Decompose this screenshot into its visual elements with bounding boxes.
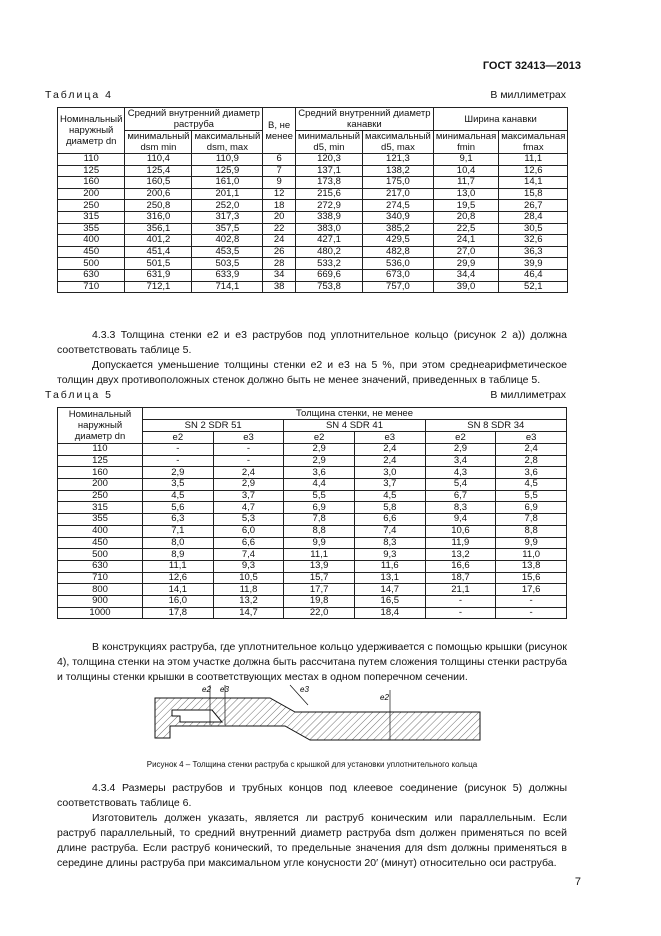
table-cell: 7,4 <box>354 525 425 537</box>
t5-h-e3: e3 <box>213 432 284 444</box>
table-cell: 36,3 <box>499 246 568 258</box>
table-cell: 630 <box>58 269 125 281</box>
table-cell: 338,9 <box>295 211 362 223</box>
table-row <box>58 246 568 258</box>
table-cell: 5,5 <box>284 490 355 502</box>
t5-h-e3: e3 <box>354 432 425 444</box>
table-cell: - <box>213 455 284 467</box>
table-cell: 19,5 <box>433 200 498 212</box>
table-cell: 22,0 <box>284 607 355 619</box>
table-cell: - <box>425 607 496 619</box>
table-cell: 14,7 <box>354 584 425 596</box>
table-cell: 110 <box>58 154 125 166</box>
table-cell: 710 <box>58 572 143 584</box>
table-cell: 138,2 <box>363 165 434 177</box>
table-cell: 39,0 <box>433 281 498 293</box>
table-4 <box>57 107 568 293</box>
table-cell: 6,9 <box>284 502 355 514</box>
table-cell: 800 <box>58 584 143 596</box>
table-cell: 18,4 <box>354 607 425 619</box>
table-row <box>58 502 567 514</box>
table-cell: 12,6 <box>143 572 214 584</box>
table-row <box>58 455 567 467</box>
table-cell: 250,8 <box>125 200 192 212</box>
table-cell: 673,0 <box>363 269 434 281</box>
section-4-3-3 <box>57 328 567 388</box>
table-cell: 14,7 <box>213 607 284 619</box>
table-cell: - <box>143 455 214 467</box>
table-cell: 757,0 <box>363 281 434 293</box>
table-cell: 125,9 <box>192 165 263 177</box>
table-cell: 355 <box>58 223 125 235</box>
table-row <box>58 269 568 281</box>
table-cell: 4,5 <box>354 490 425 502</box>
t5-h-thickness: Толщина стенки, не менее <box>143 408 567 420</box>
table4-body <box>58 154 568 293</box>
t4-h-dsm-min: минимальный dsm min <box>125 131 192 154</box>
table-row <box>58 154 568 166</box>
table-cell: 110,9 <box>192 154 263 166</box>
table-cell: 8,3 <box>425 502 496 514</box>
table-row <box>58 444 567 456</box>
table-row <box>58 584 567 596</box>
table5-body <box>58 444 567 619</box>
table-cell: 20,8 <box>433 211 498 223</box>
table-cell: 402,8 <box>192 235 263 247</box>
table-row <box>58 537 567 549</box>
table-cell: 46,4 <box>499 269 568 281</box>
table-cell: 2,9 <box>213 479 284 491</box>
table-cell: 160,5 <box>125 177 192 189</box>
table-cell: 217,0 <box>363 188 434 200</box>
table-cell: 21,1 <box>425 584 496 596</box>
table-cell: 714,1 <box>192 281 263 293</box>
table-cell: 16,6 <box>425 560 496 572</box>
table-cell: 536,0 <box>363 258 434 270</box>
table-cell: 2,8 <box>496 455 567 467</box>
table-cell: 11,6 <box>354 560 425 572</box>
table-cell: 201,1 <box>192 188 263 200</box>
table-cell: 17,8 <box>143 607 214 619</box>
table-cell: 4,5 <box>496 479 567 491</box>
table-row <box>58 165 568 177</box>
table-cell: 631,9 <box>125 269 192 281</box>
table-cell: 17,7 <box>284 584 355 596</box>
figure-4-caption: Рисунок 4 – Толщина стенки раструба с крышкой для установки уплотнительного кольца <box>146 760 478 769</box>
table-cell: 11,0 <box>496 549 567 561</box>
table-cell: 8,0 <box>143 537 214 549</box>
table-cell: 252,0 <box>192 200 263 212</box>
table-cell: 429,5 <box>363 235 434 247</box>
table-cell: 11,1 <box>143 560 214 572</box>
table-cell: 200,6 <box>125 188 192 200</box>
table-cell: 15,6 <box>496 572 567 584</box>
table-cell: 22,5 <box>433 223 498 235</box>
table-row <box>58 479 567 491</box>
table-cell: 3,5 <box>143 479 214 491</box>
table-cell: 900 <box>58 595 143 607</box>
table-cell: 4,7 <box>213 502 284 514</box>
table-cell: 4,4 <box>284 479 355 491</box>
t4-h-d5: Средний внутренний диаметр канавки <box>295 108 433 131</box>
label-e2: e2 <box>202 685 211 694</box>
table-cell: 13,9 <box>284 560 355 572</box>
table-cell: 401,2 <box>125 235 192 247</box>
t4-h-d5-max: максимальный d5, max <box>363 131 434 154</box>
table-cell: 669,6 <box>295 269 362 281</box>
table-cell: 15,8 <box>499 188 568 200</box>
table-cell: 11,8 <box>213 584 284 596</box>
table-cell: 8,9 <box>143 549 214 561</box>
table-cell: 250 <box>58 490 143 502</box>
table-cell: 175,0 <box>363 177 434 189</box>
table-cell: 453,5 <box>192 246 263 258</box>
t5-h-sn8: SN 8 SDR 34 <box>425 420 566 432</box>
page-number: 7 <box>574 876 581 888</box>
section-4-3-4 <box>57 781 567 871</box>
table-cell: 2,4 <box>213 467 284 479</box>
table-row <box>58 549 567 561</box>
table-cell: 24,1 <box>433 235 498 247</box>
table-cell: 3,6 <box>496 467 567 479</box>
table-cell: 125 <box>58 455 143 467</box>
table-cell: 3,7 <box>213 490 284 502</box>
table-cell: 400 <box>58 235 125 247</box>
t5-h-e2: e2 <box>425 432 496 444</box>
table-cell: 26 <box>263 246 296 258</box>
table-cell: 13,0 <box>433 188 498 200</box>
table-cell: 450 <box>58 537 143 549</box>
table-cell: 26,7 <box>499 200 568 212</box>
table-cell: 9,3 <box>213 560 284 572</box>
table-cell: 9 <box>263 177 296 189</box>
t4-h-fmin: минимальная fmin <box>433 131 498 154</box>
table-cell: 52,1 <box>499 281 568 293</box>
table-cell: 450 <box>58 246 125 258</box>
table-cell: 8,8 <box>284 525 355 537</box>
table-cell: 5,4 <box>425 479 496 491</box>
table-cell: 160 <box>58 467 143 479</box>
table5-units: В миллиметрах <box>490 389 566 401</box>
table-cell: 317,3 <box>192 211 263 223</box>
t4-h-b: B, не менее <box>263 108 296 154</box>
table-cell: 10,5 <box>213 572 284 584</box>
paragraph-manufacturer: Изготовитель должен указать, является ли раструб коническим или параллельным. Если раструб параллельный, то средний внутренний диаметр раструба dsm должен применяться по всей длине раструба. Если раструб конический, то предельные значения для dsm должны применяться в середине длины раструба при максимальном угле конусности 20′ (минут) относительно оси раструба. <box>57 812 567 869</box>
table-cell: 7,8 <box>284 514 355 526</box>
table-cell: 357,5 <box>192 223 263 235</box>
table-cell: 480,2 <box>295 246 362 258</box>
table-cell: 6 <box>263 154 296 166</box>
table-cell: 355 <box>58 514 143 526</box>
table-cell: 12,6 <box>499 165 568 177</box>
table-cell: 2,9 <box>425 444 496 456</box>
table-cell: 8,8 <box>496 525 567 537</box>
table-cell: 30,5 <box>499 223 568 235</box>
table-5 <box>57 407 567 619</box>
table-cell: 4,3 <box>425 467 496 479</box>
table-cell: 13,2 <box>425 549 496 561</box>
table-cell: 2,4 <box>496 444 567 456</box>
table-row <box>58 177 568 189</box>
table-row <box>58 200 568 212</box>
table-cell: 8,3 <box>354 537 425 549</box>
table-cell: 9,9 <box>284 537 355 549</box>
table-cell: 19,8 <box>284 595 355 607</box>
standard-number: ГОСТ 32413—2013 <box>482 60 581 72</box>
table-cell: 5,8 <box>354 502 425 514</box>
table-cell: 125,4 <box>125 165 192 177</box>
table-cell: 7,8 <box>496 514 567 526</box>
table-cell: 20 <box>263 211 296 223</box>
paragraph-4-3-4: 4.3.4 Размеры раструбов и трубных концов под клеевое соединение (рисунок 5) должны соответствовать таблице 6. <box>57 782 567 809</box>
table-cell: 274,5 <box>363 200 434 212</box>
t5-h-sn4: SN 4 SDR 41 <box>284 420 425 432</box>
table-cell: 34,4 <box>433 269 498 281</box>
table4-units: В миллиметрах <box>490 89 566 101</box>
table-cell: 13,8 <box>496 560 567 572</box>
table-cell: 27,0 <box>433 246 498 258</box>
t4-h-dsm: Средний внутренний диаметр раструба <box>125 108 263 131</box>
table-cell: 501,5 <box>125 258 192 270</box>
paragraph-cap-construction: В конструкциях раструба, где уплотнительное кольцо удерживается с помощью крышки (рисунок 4), толщина стенки на этом участке должна быть рассчитана путем сложения толщины стенки раструба и толщины стенки крышки в соответствующих местах в одном поперечном сечении. <box>57 641 567 683</box>
table-cell: 356,1 <box>125 223 192 235</box>
table-cell: 3,4 <box>425 455 496 467</box>
table-cell: 121,3 <box>363 154 434 166</box>
table-cell: 173,8 <box>295 177 362 189</box>
figure-4-drawing <box>150 680 490 760</box>
table-cell: 9,4 <box>425 514 496 526</box>
table-cell: 18 <box>263 200 296 212</box>
table-cell: 200 <box>58 479 143 491</box>
table-cell: 2,9 <box>284 444 355 456</box>
label-e3-right: e3 <box>300 685 309 694</box>
table-cell: - <box>213 444 284 456</box>
table-cell: 6,3 <box>143 514 214 526</box>
table-cell: 710 <box>58 281 125 293</box>
t4-h-fmax: максимальная fmax <box>499 131 568 154</box>
table-cell: 16,0 <box>143 595 214 607</box>
table-cell: 5,3 <box>213 514 284 526</box>
t5-h-e2: e2 <box>143 432 214 444</box>
table-row <box>58 490 567 502</box>
table-row <box>58 188 568 200</box>
table-cell: 2,9 <box>143 467 214 479</box>
table-cell: 503,5 <box>192 258 263 270</box>
table-cell: - <box>143 444 214 456</box>
table-cell: 39,9 <box>499 258 568 270</box>
table-cell: 712,1 <box>125 281 192 293</box>
table-cell: - <box>496 595 567 607</box>
table-cell: 7,1 <box>143 525 214 537</box>
table-cell: 28,4 <box>499 211 568 223</box>
t4-h-dn: Номинальный наружный диаметр dn <box>58 108 125 154</box>
table-cell: 11,1 <box>284 549 355 561</box>
table-cell: 630 <box>58 560 143 572</box>
table-cell: 110,4 <box>125 154 192 166</box>
table-row <box>58 525 567 537</box>
label-e2-right: e2 <box>380 693 389 702</box>
table-cell: 533,2 <box>295 258 362 270</box>
table-cell: 13,2 <box>213 595 284 607</box>
table-cell: 24 <box>263 235 296 247</box>
table-cell: 6,6 <box>354 514 425 526</box>
table-cell: 272,9 <box>295 200 362 212</box>
table-cell: 14,1 <box>499 177 568 189</box>
section-cap-construction <box>57 640 567 685</box>
t5-h-dn: Номинальный наружный диаметр dn <box>58 408 143 444</box>
table-row <box>58 467 567 479</box>
table-cell: 12 <box>263 188 296 200</box>
paragraph-4-3-3: 4.3.3 Толщина стенки e2 и e3 раструбов под уплотнительное кольцо (рисунок 2 а)) должна соответствовать таблице 5. <box>57 329 567 356</box>
table-cell: 13,1 <box>354 572 425 584</box>
table-cell: 6,0 <box>213 525 284 537</box>
table-cell: 6,9 <box>496 502 567 514</box>
table-cell: 5,6 <box>143 502 214 514</box>
table-row <box>58 223 568 235</box>
table-cell: 14,1 <box>143 584 214 596</box>
table-cell: 482,8 <box>363 246 434 258</box>
table-row <box>58 211 568 223</box>
table-cell: 16,5 <box>354 595 425 607</box>
table-cell: 4,5 <box>143 490 214 502</box>
table-cell: 6,7 <box>425 490 496 502</box>
table-cell: 215,6 <box>295 188 362 200</box>
table-cell: 5,5 <box>496 490 567 502</box>
table-cell: 340,9 <box>363 211 434 223</box>
table-cell: 1000 <box>58 607 143 619</box>
table-cell: 29,9 <box>433 258 498 270</box>
table-cell: 633,9 <box>192 269 263 281</box>
table-cell: 3,7 <box>354 479 425 491</box>
table-cell: 427,1 <box>295 235 362 247</box>
table-row <box>58 235 568 247</box>
table-cell: 32,6 <box>499 235 568 247</box>
table-cell: 315 <box>58 211 125 223</box>
table-row <box>58 595 567 607</box>
table-cell: 9,1 <box>433 154 498 166</box>
table-cell: 200 <box>58 188 125 200</box>
t5-h-e3: e3 <box>496 432 567 444</box>
table-cell: 753,8 <box>295 281 362 293</box>
table-cell: 120,3 <box>295 154 362 166</box>
table4-title: Таблица 4 <box>45 89 113 101</box>
table-row <box>58 560 567 572</box>
table-cell: 110 <box>58 444 143 456</box>
table-cell: 2,4 <box>354 455 425 467</box>
table-cell: 28 <box>263 258 296 270</box>
table-cell: 7 <box>263 165 296 177</box>
table-cell: 2,9 <box>284 455 355 467</box>
table-cell: 383,0 <box>295 223 362 235</box>
table-cell: 125 <box>58 165 125 177</box>
table-cell: 315 <box>58 502 143 514</box>
table-cell: 11,7 <box>433 177 498 189</box>
t5-h-e2: e2 <box>284 432 355 444</box>
table-row <box>58 514 567 526</box>
table-cell: 137,1 <box>295 165 362 177</box>
table-cell: 9,3 <box>354 549 425 561</box>
table-cell: 34 <box>263 269 296 281</box>
table-cell: 250 <box>58 200 125 212</box>
table-cell: 500 <box>58 258 125 270</box>
t4-h-dsm-max: максимальный dsm, max <box>192 131 263 154</box>
table-cell: 400 <box>58 525 143 537</box>
table-cell: 160 <box>58 177 125 189</box>
table-cell: 2,4 <box>354 444 425 456</box>
paragraph-thickness-reduction: Допускается уменьшение толщины стенки e2 и e3 на 5 %, при этом среднеарифметическое толщин двух противоположных стенок должно быть не менее значений, приведенных в таблице 5. <box>57 359 567 386</box>
table-cell: 9,9 <box>496 537 567 549</box>
table-cell: 500 <box>58 549 143 561</box>
label-e3: e3 <box>220 685 229 694</box>
t5-h-sn2: SN 2 SDR 51 <box>143 420 284 432</box>
table-cell: 22 <box>263 223 296 235</box>
table-row <box>58 607 567 619</box>
table-cell: - <box>425 595 496 607</box>
table-cell: 38 <box>263 281 296 293</box>
table-cell: 10,4 <box>433 165 498 177</box>
table5-title: Таблица 5 <box>45 389 113 401</box>
table-cell: 316,0 <box>125 211 192 223</box>
table-cell: 11,9 <box>425 537 496 549</box>
table-cell: 11,1 <box>499 154 568 166</box>
table-cell: 3,6 <box>284 467 355 479</box>
table-cell: 451,4 <box>125 246 192 258</box>
table-cell: 18,7 <box>425 572 496 584</box>
table-cell: 17,6 <box>496 584 567 596</box>
table-cell: 7,4 <box>213 549 284 561</box>
table-cell: 15,7 <box>284 572 355 584</box>
table-cell: - <box>496 607 567 619</box>
table-row <box>58 281 568 293</box>
table-row <box>58 258 568 270</box>
t4-h-width: Ширина канавки <box>433 108 568 131</box>
t4-h-d5-min: минимальный d5, min <box>295 131 362 154</box>
table-cell: 10,6 <box>425 525 496 537</box>
table-cell: 385,2 <box>363 223 434 235</box>
table-cell: 3,0 <box>354 467 425 479</box>
table-row <box>58 572 567 584</box>
table-cell: 6,6 <box>213 537 284 549</box>
table-cell: 161,0 <box>192 177 263 189</box>
